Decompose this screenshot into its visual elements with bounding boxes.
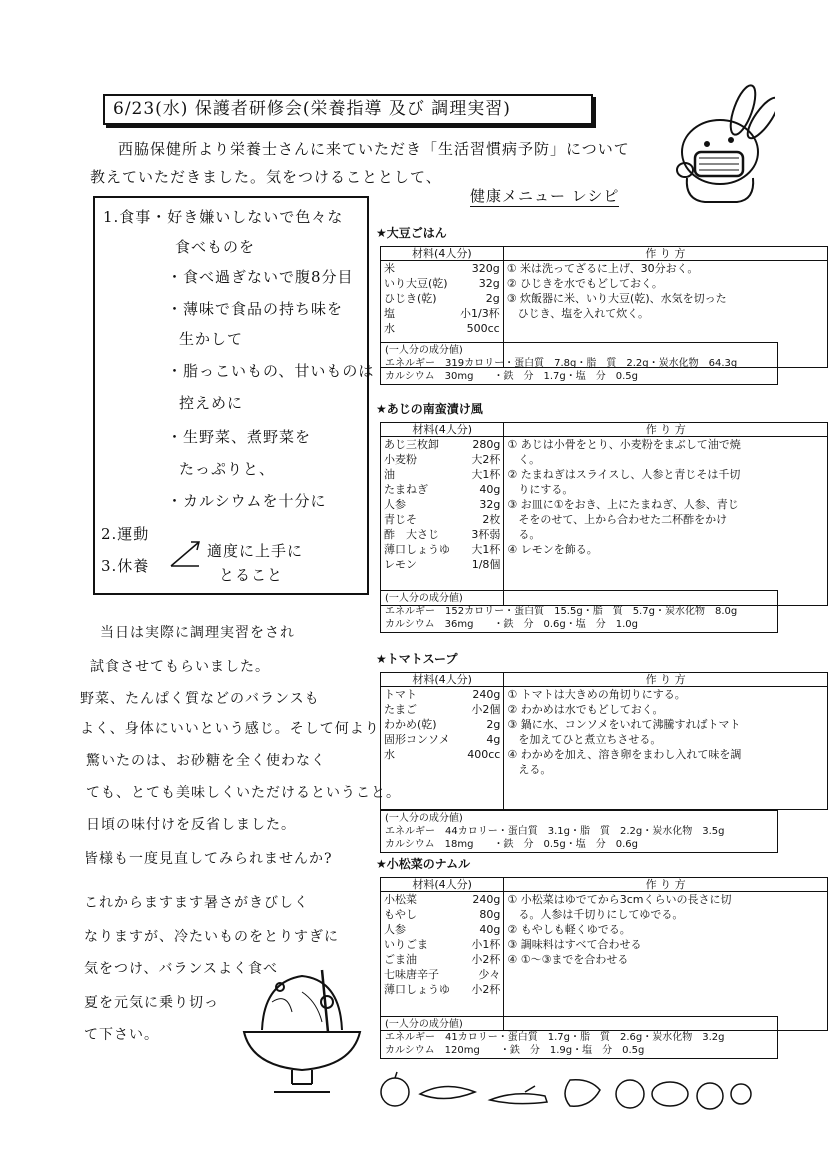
ingredient-row: 酢 大さじ 3杯弱 xyxy=(384,528,501,541)
ingredient-row: たまねぎ 40g xyxy=(384,483,501,496)
ingredient-row: あじ三枚卸 280g xyxy=(384,438,501,451)
tip-line: 食べものを xyxy=(175,238,256,256)
tip-line: 1.食事・好き嫌いしないで色々な xyxy=(103,208,344,226)
tip-line: 生かして xyxy=(179,330,244,348)
report-line: 夏を元気に乗り切っ xyxy=(84,995,219,1011)
report-line: よく、身体にいいという感じ。そして何より xyxy=(80,721,380,737)
ingredient-row: 七味唐辛子 少々 xyxy=(384,968,501,981)
ingredients-header: 材料(4人分) xyxy=(381,423,504,437)
ingredient-row: たまご 小2個 xyxy=(384,703,501,716)
ingredient-row: 薄口しょうゆ 大1杯 xyxy=(384,543,501,556)
recipe-step: く。 xyxy=(507,453,541,466)
ingredient-row: 油 大1杯 xyxy=(384,468,501,481)
recipe-step: そをのせて、上から合わせた二杯酢をかけ xyxy=(507,513,728,526)
recipe-step: ③ お皿に①をおき、上にたまねぎ、人参、青じ xyxy=(507,498,739,511)
ingredients-header: 材料(4人分) xyxy=(381,878,504,892)
intro-line-1: 西脇保健所より栄養士さんに来ていただき「生活習慣病予防」について xyxy=(118,140,630,158)
recipe-table xyxy=(380,422,828,606)
tips-box xyxy=(93,196,375,595)
report-line: 驚いたのは、お砂糖を全く使わなく xyxy=(86,753,326,769)
report-line: これからますます暑さがきびしく xyxy=(84,895,309,911)
recipe-table xyxy=(380,877,828,1031)
recipe-step: りにする。 xyxy=(507,483,574,496)
tip-line: ・生野菜、煮野菜を xyxy=(167,428,312,446)
tip-line: 2.運動 xyxy=(101,525,150,543)
recipe-step: える。 xyxy=(507,763,552,776)
ingredient-row: わかめ(乾) 2g xyxy=(384,718,501,731)
tip-line: たっぷりと、 xyxy=(179,460,276,478)
tip-line: ・カルシウムを十分に xyxy=(167,492,327,510)
page-title: 6/23(水) 保護者研修会(栄養指導 及び 調理実習) xyxy=(103,94,593,125)
report-line: て下さい。 xyxy=(84,1027,159,1043)
tip-line: ・脂っこいもの、甘いものは xyxy=(167,362,375,380)
steps-header: 作 り 方 xyxy=(503,247,827,261)
report-line: ても、とても美味しくいただけるということ。 xyxy=(86,785,401,801)
nutrition-line: カルシウム 120mg ・鉄 分 1.9g・塩 分 0.5g xyxy=(385,1045,645,1056)
nutrition-line: (一人分の成分値) xyxy=(385,813,463,824)
recipe-step: ① 米は洗ってざるに上げ、30分おく。 xyxy=(506,262,699,275)
recipe-step: ③ 鍋に水、コンソメをいれて沸騰すればトマト xyxy=(507,718,741,731)
report-line: 試食させてもらいました。 xyxy=(90,659,270,675)
ingredient-row: いり大豆(乾) 32g xyxy=(384,277,500,290)
recipe-title: ★あじの南蛮漬け風 xyxy=(376,402,483,416)
nutrition-line: エネルギー 319カロリー・蛋白質 7.8g・脂 質 2.2g・炭水化物 64.3g xyxy=(385,358,738,369)
recipe-step: ② わかめは水でもどしておく。 xyxy=(507,703,664,716)
tip-line: ・薄味で食品の持ち味を xyxy=(167,300,344,318)
menu-title: 健康メニュー レシピ xyxy=(470,187,620,205)
vegetables-border-icon xyxy=(375,1070,755,1115)
recipe-step: ③ 調味料はすべて合わせる xyxy=(507,938,642,951)
recipe-step: ① あじは小骨をとり、小麦粉をまぶして油で焼 xyxy=(507,438,741,451)
nutrition-line: カルシウム 30mg ・鉄 分 1.7g・塩 分 0.5g xyxy=(385,371,638,382)
nutrition-line: (一人分の成分値) xyxy=(385,593,463,604)
ingredients-header: 材料(4人分) xyxy=(381,673,504,687)
recipe-step: ④ レモンを飾る。 xyxy=(507,543,598,556)
rabbit-with-mask-icon xyxy=(665,82,775,207)
tip-line: 3.休養 xyxy=(101,557,150,575)
ingredient-row: もやし 80g xyxy=(384,908,501,921)
recipe-step: ② たまねぎはスライスし、人参と青じそは千切 xyxy=(507,468,741,481)
ingredient-row: 青じそ 2枚 xyxy=(384,513,501,526)
arrow-icon xyxy=(169,536,205,570)
recipe-step: る。人参は千切りにしてゆでる。 xyxy=(507,908,684,921)
recipe-table xyxy=(380,672,828,810)
recipe-step: ② ひじきを水でもどしておく。 xyxy=(506,277,663,290)
report-line: 野菜、たんぱく質などのバランスも xyxy=(80,691,320,707)
ingredient-row: 薄口しょうゆ 小2杯 xyxy=(384,983,501,996)
recipe-step: ひじき、塩を入れて炊く。 xyxy=(506,307,650,320)
ingredient-row: 米 320g xyxy=(384,262,500,275)
ingredient-row: 人参 32g xyxy=(384,498,501,511)
nutrition-line: カルシウム 36mg ・鉄 分 0.6g・塩 分 1.0g xyxy=(385,619,638,630)
intro-line-2: 教えていただきました。気をつけることとして、 xyxy=(90,168,442,186)
ingredient-row: 固形コンソメ 4g xyxy=(384,733,501,746)
tip-line: 控えめに xyxy=(179,394,244,412)
ingredient-row: 人参 40g xyxy=(384,923,501,936)
ingredient-row: レモン 1/8個 xyxy=(384,558,501,571)
recipe-step: を加えてひと煮立ちさせる。 xyxy=(507,733,662,746)
recipe-step: る。 xyxy=(507,528,541,541)
recipe-step: ① トマトは大きめの角切りにする。 xyxy=(507,688,686,701)
steps-header: 作 り 方 xyxy=(504,673,828,687)
recipe-step: ④ ①～③までを合わせる xyxy=(507,953,629,966)
recipe-step: ① 小松菜はゆでてから3cmくらいの長さに切 xyxy=(507,893,732,906)
ingredient-row: 塩 小1/3杯 xyxy=(384,307,500,320)
recipe-title: ★小松菜のナムル xyxy=(376,857,471,871)
steps-header: 作 り 方 xyxy=(504,423,828,437)
ingredient-row: 水 400cc xyxy=(384,748,501,761)
ingredients-header: 材料(4人分) xyxy=(381,247,504,261)
nutrition-line: エネルギー 44カロリー・蛋白質 3.1g・脂 質 2.2g・炭水化物 3.5g xyxy=(385,826,725,837)
nutrition-line: (一人分の成分値) xyxy=(385,345,463,356)
recipe-title: ★大豆ごはん xyxy=(376,226,447,240)
tip-line: とること xyxy=(219,566,284,584)
ingredient-row: 小麦粉 大2杯 xyxy=(384,453,501,466)
report-line: なりますが、冷たいものをとりすぎに xyxy=(84,929,339,945)
nutrition-box xyxy=(380,342,778,385)
recipe-step: ④ わかめを加え、溶き卵をまわし入れて味を調 xyxy=(507,748,742,761)
tip-line: 適度に上手に xyxy=(207,542,304,560)
nutrition-line: エネルギー 41カロリー・蛋白質 1.7g・脂 質 2.6g・炭水化物 3.2g xyxy=(385,1032,725,1043)
recipe-step: ② もやしも軽くゆでる。 xyxy=(507,923,631,936)
ingredient-row: トマト 240g xyxy=(384,688,501,701)
nutrition-box xyxy=(380,590,778,633)
recipe-step: ③ 炊飯器に米、いり大豆(乾)、水気を切った xyxy=(506,292,727,305)
nutrition-line: カルシウム 18mg ・鉄 分 0.5g・塩 分 0.6g xyxy=(385,839,638,850)
report-line: 当日は実際に調理実習をされ xyxy=(100,625,295,641)
ingredient-row: 小松菜 240g xyxy=(384,893,501,906)
nutrition-box xyxy=(380,1016,778,1059)
report-line: 日頃の味付けを反省しました。 xyxy=(86,817,296,833)
report-line: 気をつけ、バランスよく食べ xyxy=(84,961,279,977)
shaved-ice-icon xyxy=(232,962,372,1102)
ingredient-row: 水 500cc xyxy=(384,322,500,335)
steps-header: 作 り 方 xyxy=(504,878,828,892)
ingredient-row: ひじき(乾) 2g xyxy=(384,292,500,305)
ingredient-row: ごま油 小2杯 xyxy=(384,953,501,966)
report-line: 皆様も一度見直してみられませんか? xyxy=(84,851,333,867)
tip-line: ・食べ過ぎないで腹8分目 xyxy=(167,268,354,286)
recipe-title: ★トマトスープ xyxy=(376,652,458,666)
nutrition-line: エネルギー 152カロリー・蛋白質 15.5g・脂 質 5.7g・炭水化物 8.0g xyxy=(385,606,738,617)
nutrition-box xyxy=(380,810,778,853)
nutrition-line: (一人分の成分値) xyxy=(385,1019,463,1030)
ingredient-row: いりごま 小1杯 xyxy=(384,938,501,951)
